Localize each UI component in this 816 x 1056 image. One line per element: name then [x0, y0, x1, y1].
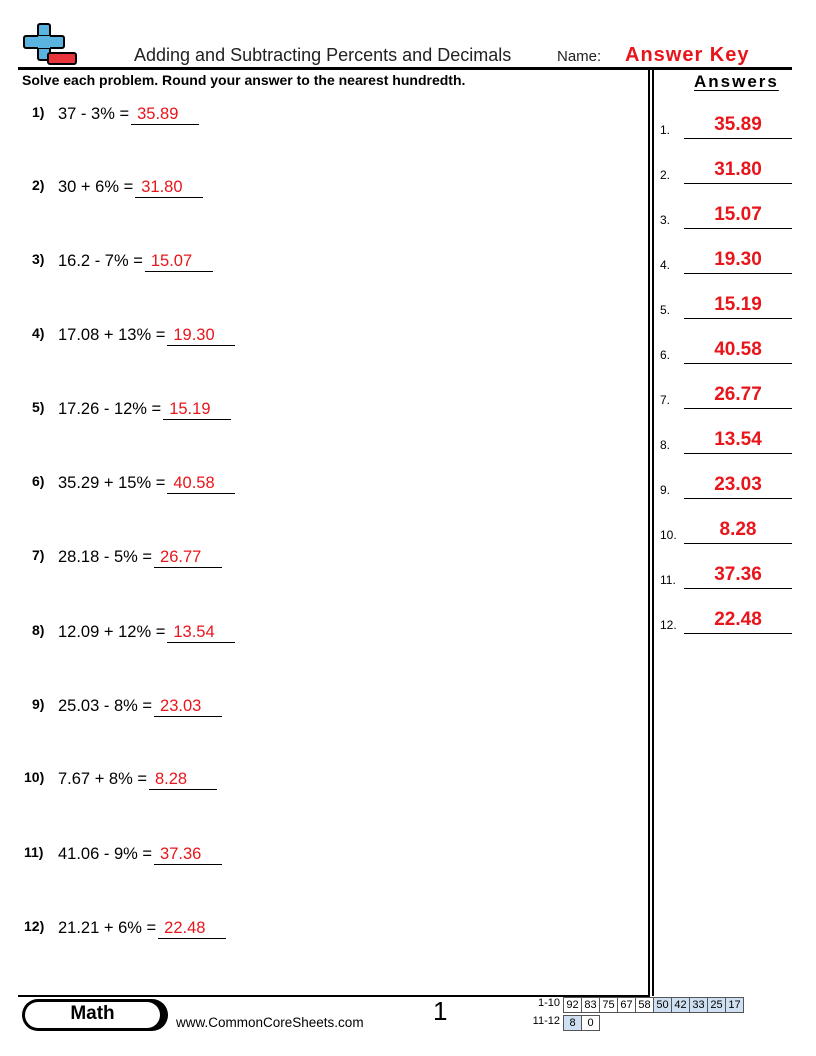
problem-number: 9): [32, 696, 45, 712]
problem-number: 5): [32, 399, 45, 415]
problem-expression: 35.29 + 15% =: [58, 474, 166, 492]
answer-line: [684, 543, 792, 544]
answer-line: [684, 588, 792, 589]
answer-number: 7.: [660, 393, 671, 407]
problem-number: 8): [32, 622, 45, 638]
answer-blank[interactable]: 31.80: [135, 178, 203, 198]
problem-number: 6): [32, 473, 45, 489]
score-cell: 92: [563, 997, 582, 1013]
column-divider: [648, 68, 650, 996]
answer-number: 2.: [660, 168, 671, 182]
score-cell: 67: [617, 997, 636, 1013]
answer-item: [660, 201, 792, 229]
score-cell: 75: [599, 997, 618, 1013]
answer-number: 1.: [660, 123, 671, 137]
answer-line: [684, 183, 792, 184]
answer-blank[interactable]: 37.36: [154, 845, 222, 865]
plus-minus-icon: [22, 22, 80, 66]
problem-expression: 28.18 - 5% =: [58, 548, 153, 566]
answer-item: [660, 336, 792, 364]
answer-value: 37.36: [714, 564, 762, 585]
answer-value: 31.80: [714, 159, 762, 180]
answer-number: 3.: [660, 213, 671, 227]
problem-expression: 16.2 - 7% =: [58, 252, 143, 270]
answer-line: [684, 633, 792, 634]
subject-badge: [22, 999, 168, 1031]
answer-line: [684, 498, 792, 499]
answer-value: 15.19: [714, 294, 762, 315]
answer-item: [660, 111, 792, 139]
answer-value: 26.77: [714, 384, 762, 405]
problem-expression: 17.26 - 12% =: [58, 400, 162, 418]
answer-value: 8.28: [719, 519, 757, 540]
answer-item: [660, 156, 792, 184]
problem-number: 2): [32, 177, 45, 193]
subject-label: Math: [70, 1003, 115, 1024]
problem-number: 10): [24, 769, 45, 785]
answer-value: 13.54: [714, 429, 762, 450]
score-cell: 8: [563, 1015, 582, 1031]
answer-line: [684, 138, 792, 139]
score-row-label: 1-10: [537, 997, 560, 1009]
answer-blank[interactable]: 26.77: [154, 548, 222, 568]
answer-item: [660, 561, 792, 589]
answer-line: [684, 273, 792, 274]
answer-blank[interactable]: 15.07: [145, 252, 213, 272]
answer-blank[interactable]: 15.19: [163, 400, 231, 420]
top-rule: [18, 67, 792, 70]
problem-expression: 30 + 6% =: [58, 178, 134, 196]
answer-blank[interactable]: 23.03: [154, 697, 222, 717]
answer-number: 6.: [660, 348, 671, 362]
problem-expression: 25.03 - 8% =: [58, 697, 153, 715]
answer-blank[interactable]: 22.48: [158, 919, 226, 939]
column-divider: [652, 68, 654, 996]
problem-expression: 17.08 + 13% =: [58, 326, 166, 344]
page-title: Adding and Subtracting Percents and Decimals: [134, 45, 512, 65]
website-link[interactable]: www.CommonCoreSheets.com: [176, 1015, 364, 1030]
score-cell: 83: [581, 997, 600, 1013]
answer-number: 12.: [660, 618, 677, 632]
score-cell: 33: [689, 997, 708, 1013]
answer-line: [684, 453, 792, 454]
problem-number: 7): [32, 547, 45, 563]
answer-number: 10.: [660, 528, 677, 542]
answer-blank[interactable]: 19.30: [167, 326, 235, 346]
answer-value: 23.03: [714, 474, 762, 495]
problem-number: 12): [24, 918, 45, 934]
answer-value: 19.30: [714, 249, 762, 270]
answer-item: [660, 291, 792, 319]
score-cell: 17: [725, 997, 744, 1013]
score-cell: 50: [653, 997, 672, 1013]
answer-value: 35.89: [714, 114, 762, 135]
answer-blank[interactable]: 8.28: [149, 770, 217, 790]
answer-item: [660, 381, 792, 409]
name-label: Name:: [557, 48, 602, 65]
answer-number: 4.: [660, 258, 671, 272]
answer-item: [660, 246, 792, 274]
answer-blank[interactable]: 13.54: [167, 623, 235, 643]
answer-number: 9.: [660, 483, 671, 497]
answer-line: [684, 228, 792, 229]
score-cell: 58: [635, 997, 654, 1013]
answer-value: 15.07: [714, 204, 762, 225]
answers-title: Answers: [694, 72, 779, 91]
problem-expression: 41.06 - 9% =: [58, 845, 153, 863]
problem-expression: 12.09 + 12% =: [58, 623, 166, 641]
answer-line: [684, 408, 792, 409]
problem-expression: 7.67 + 8% =: [58, 770, 147, 788]
answer-blank[interactable]: 40.58: [167, 474, 235, 494]
answer-item: [660, 606, 792, 634]
answer-number: 11.: [660, 573, 676, 587]
problem-number: 3): [32, 251, 45, 267]
answer-line: [684, 363, 792, 364]
instructions: Solve each problem. Round your answer to the nearest hundredth.: [22, 72, 466, 88]
score-cell: 42: [671, 997, 690, 1013]
problem-number: 4): [32, 325, 45, 341]
score-row-label: 11-12: [532, 1015, 560, 1027]
answer-item: [660, 516, 792, 544]
answer-value: 22.48: [714, 609, 762, 630]
answer-line: [684, 318, 792, 319]
score-cell: 0: [581, 1015, 600, 1031]
answer-number: 5.: [660, 303, 671, 317]
answer-item: [660, 426, 792, 454]
problem-expression: 21.21 + 6% =: [58, 919, 157, 937]
problem-number: 1): [32, 104, 45, 120]
answer-blank[interactable]: 35.89: [131, 105, 199, 125]
problem-expression: 37 - 3% =: [58, 105, 130, 123]
name-value: Answer Key: [625, 44, 750, 66]
page-number: 1: [433, 996, 448, 1026]
problem-number: 11): [24, 844, 44, 860]
score-cell: 25: [707, 997, 726, 1013]
answer-value: 40.58: [714, 339, 762, 360]
answer-item: [660, 471, 792, 499]
answer-number: 8.: [660, 438, 671, 452]
